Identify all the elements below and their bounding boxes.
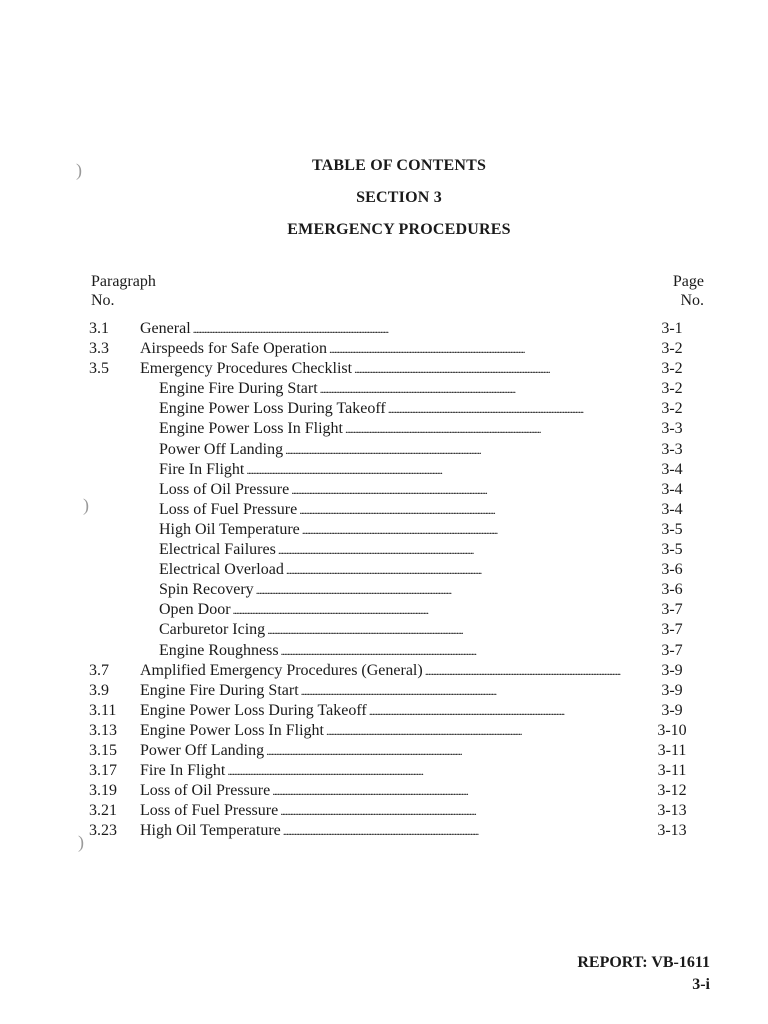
toc-entry-page: 3-3	[661, 440, 683, 458]
toc-entry-title-text: General	[140, 320, 191, 337]
toc-entry	[0, 580, 768, 600]
toc-entry	[0, 480, 768, 500]
toc-entry-number: 3.13	[89, 721, 117, 739]
toc-entry-title	[159, 620, 634, 640]
toc-entry-title	[140, 721, 634, 741]
toc-entry-title	[140, 741, 634, 761]
toc-entry	[0, 681, 768, 701]
toc-entry	[0, 600, 768, 620]
toc-entry-title-text: Electrical Failures	[159, 541, 276, 559]
toc-entry-title-text: Engine Power Loss During Takeoff	[140, 701, 367, 719]
page-number: 3-i	[692, 976, 710, 993]
toc-entry-page: 3-2	[661, 380, 683, 398]
toc-entry-title-text: Electrical Overload	[159, 561, 284, 579]
toc-entry-title	[159, 419, 634, 439]
toc-entry-title	[159, 540, 634, 560]
toc-entry-number: 3.9	[89, 681, 109, 699]
toc-entry-page: 3-5	[661, 541, 683, 559]
toc-entry-page: 3-6	[661, 581, 683, 599]
toc-entry-page: 3-7	[661, 601, 683, 619]
toc-entry	[0, 661, 768, 681]
toc-entry-title-text: Engine Fire During Start	[140, 681, 299, 699]
toc-entry-title	[140, 781, 634, 801]
toc-entry-title	[159, 600, 634, 620]
toc-entry-page: 3-6	[661, 561, 683, 579]
toc-entry-title-text: Fire In Flight	[140, 762, 226, 780]
toc-entry	[0, 560, 768, 580]
toc-entry-title-text: Engine Roughness	[159, 641, 279, 659]
toc-entry-number: 3.23	[89, 822, 117, 840]
toc-entry-title-text: Loss of Fuel Pressure	[140, 802, 279, 820]
toc-entry-number: 3.17	[89, 762, 117, 780]
toc-entry-number: 3.19	[89, 782, 117, 800]
toc-entry-page: 3-9	[661, 701, 683, 719]
toc-entry-title-text: Engine Fire During Start	[159, 380, 318, 398]
toc-entry-title-text: Loss of Oil Pressure	[159, 480, 290, 498]
toc-entry-title-text: Open Door	[159, 601, 231, 619]
toc-entry-page: 3-11	[657, 741, 687, 759]
toc-entry-title	[140, 681, 634, 701]
toc-entry-title-text: Carburetor Icing	[159, 621, 266, 639]
toc-entry-title-text: High Oil Temperature	[159, 520, 300, 538]
toc-entry	[0, 741, 768, 761]
toc-entry-title	[140, 761, 634, 781]
toc-entry	[0, 781, 768, 801]
toc-title: TABLE OF CONTENTS	[311, 157, 487, 174]
toc-entry	[0, 379, 768, 399]
toc-entry-title	[159, 520, 634, 540]
toc-list	[0, 319, 768, 841]
scan-margin-mark: )	[76, 160, 82, 180]
toc-entry-title	[140, 661, 634, 681]
toc-entry-page: 3-7	[661, 641, 683, 659]
toc-entry	[0, 761, 768, 781]
toc-entry	[0, 339, 768, 359]
toc-entry	[0, 620, 768, 640]
toc-entry	[0, 419, 768, 439]
toc-entry	[0, 520, 768, 540]
toc-entry-title	[140, 319, 634, 339]
toc-entry	[0, 500, 768, 520]
toc-entry	[0, 399, 768, 419]
toc-entry-title-text: Fire In Flight	[159, 460, 245, 478]
toc-entry-title	[140, 701, 634, 721]
toc-entry-page: 3-2	[661, 400, 683, 418]
toc-entry-page: 3-3	[661, 420, 683, 438]
toc-entry	[0, 821, 768, 841]
toc-entry	[0, 641, 768, 661]
toc-entry-title-text: Engine Power Loss In Flight	[159, 420, 343, 438]
toc-entry-title	[159, 460, 634, 480]
toc-entry-title	[159, 500, 634, 520]
toc-entry-page: 3-11	[657, 762, 687, 780]
toc-entry-page: 3-4	[661, 460, 683, 478]
toc-entry-number: 3.21	[89, 802, 117, 820]
toc-entry-page: 3-12	[657, 782, 687, 800]
toc-entry-title-text: Engine Power Loss During Takeoff	[159, 400, 386, 418]
toc-entry	[0, 701, 768, 721]
toc-entry-title	[140, 801, 634, 821]
toc-entry-number: 3.5	[89, 360, 109, 378]
page-header-line1: Page	[672, 273, 704, 290]
toc-entry-number: 3.15	[89, 741, 117, 759]
report-number: REPORT: VB-1611	[577, 954, 710, 971]
scan-margin-mark: )	[83, 495, 89, 515]
toc-entry-title	[140, 339, 634, 359]
toc-entry-title	[159, 580, 634, 600]
toc-entry-page: 3-5	[661, 520, 683, 538]
toc-entry-page: 3-13	[657, 802, 687, 820]
toc-entry-page: 3-2	[661, 340, 683, 358]
toc-entry	[0, 359, 768, 379]
toc-entry-title-text: Airspeeds for Safe Operation	[140, 340, 328, 358]
toc-entry	[0, 319, 768, 339]
paragraph-column-header	[91, 272, 156, 310]
toc-entry-number: 3.1	[89, 320, 109, 337]
scan-margin-mark: )	[78, 832, 84, 852]
toc-entry-page: 3-7	[661, 621, 683, 639]
toc-entry-title-text: High Oil Temperature	[140, 822, 281, 840]
page-header-line2: No.	[680, 292, 704, 309]
toc-entry-title-text: Emergency Procedures Checklist	[140, 360, 353, 378]
toc-entry-number: 3.3	[89, 340, 109, 358]
toc-entry	[0, 540, 768, 560]
toc-entry-page: 3-4	[661, 500, 683, 518]
toc-entry-page: 3-1	[661, 320, 683, 337]
toc-entry-page: 3-9	[661, 661, 683, 679]
toc-entry-title	[159, 641, 634, 661]
section-subtitle: EMERGENCY PROCEDURES	[287, 221, 511, 238]
toc-entry	[0, 440, 768, 460]
toc-entry-page: 3-9	[661, 681, 683, 699]
toc-entry-title-text: Engine Power Loss In Flight	[140, 721, 324, 739]
page-column-header	[660, 272, 704, 310]
section-heading: SECTION 3	[356, 189, 442, 206]
toc-entry-number: 3.11	[89, 701, 117, 719]
paragraph-header-line1: Paragraph	[91, 273, 156, 290]
toc-entry-title-text: Amplified Emergency Procedures (General)	[140, 661, 423, 679]
toc-entry-number: 3.7	[89, 661, 109, 679]
toc-entry-page: 3-13	[657, 822, 687, 840]
toc-entry-title-text: Spin Recovery	[159, 581, 254, 599]
toc-entry-title	[159, 440, 634, 460]
toc-entry	[0, 721, 768, 741]
toc-entry-title	[159, 560, 634, 580]
toc-entry	[0, 460, 768, 480]
toc-entry-title	[159, 480, 634, 500]
toc-entry-title	[140, 821, 634, 841]
toc-entry-page: 3-4	[661, 480, 683, 498]
toc-entry-page: 3-10	[657, 721, 687, 739]
toc-entry-title-text: Loss of Fuel Pressure	[159, 500, 298, 518]
toc-entry-title-text: Power Off Landing	[159, 440, 284, 458]
toc-entry	[0, 801, 768, 821]
toc-entry-title-text: Loss of Oil Pressure	[140, 782, 271, 800]
toc-entry-page: 3-2	[661, 360, 683, 378]
toc-entry-title	[140, 359, 634, 379]
toc-entry-title	[159, 399, 634, 419]
toc-entry-title	[159, 379, 634, 399]
toc-entry-title-text: Power Off Landing	[140, 741, 265, 759]
paragraph-header-line2: No.	[91, 292, 115, 309]
